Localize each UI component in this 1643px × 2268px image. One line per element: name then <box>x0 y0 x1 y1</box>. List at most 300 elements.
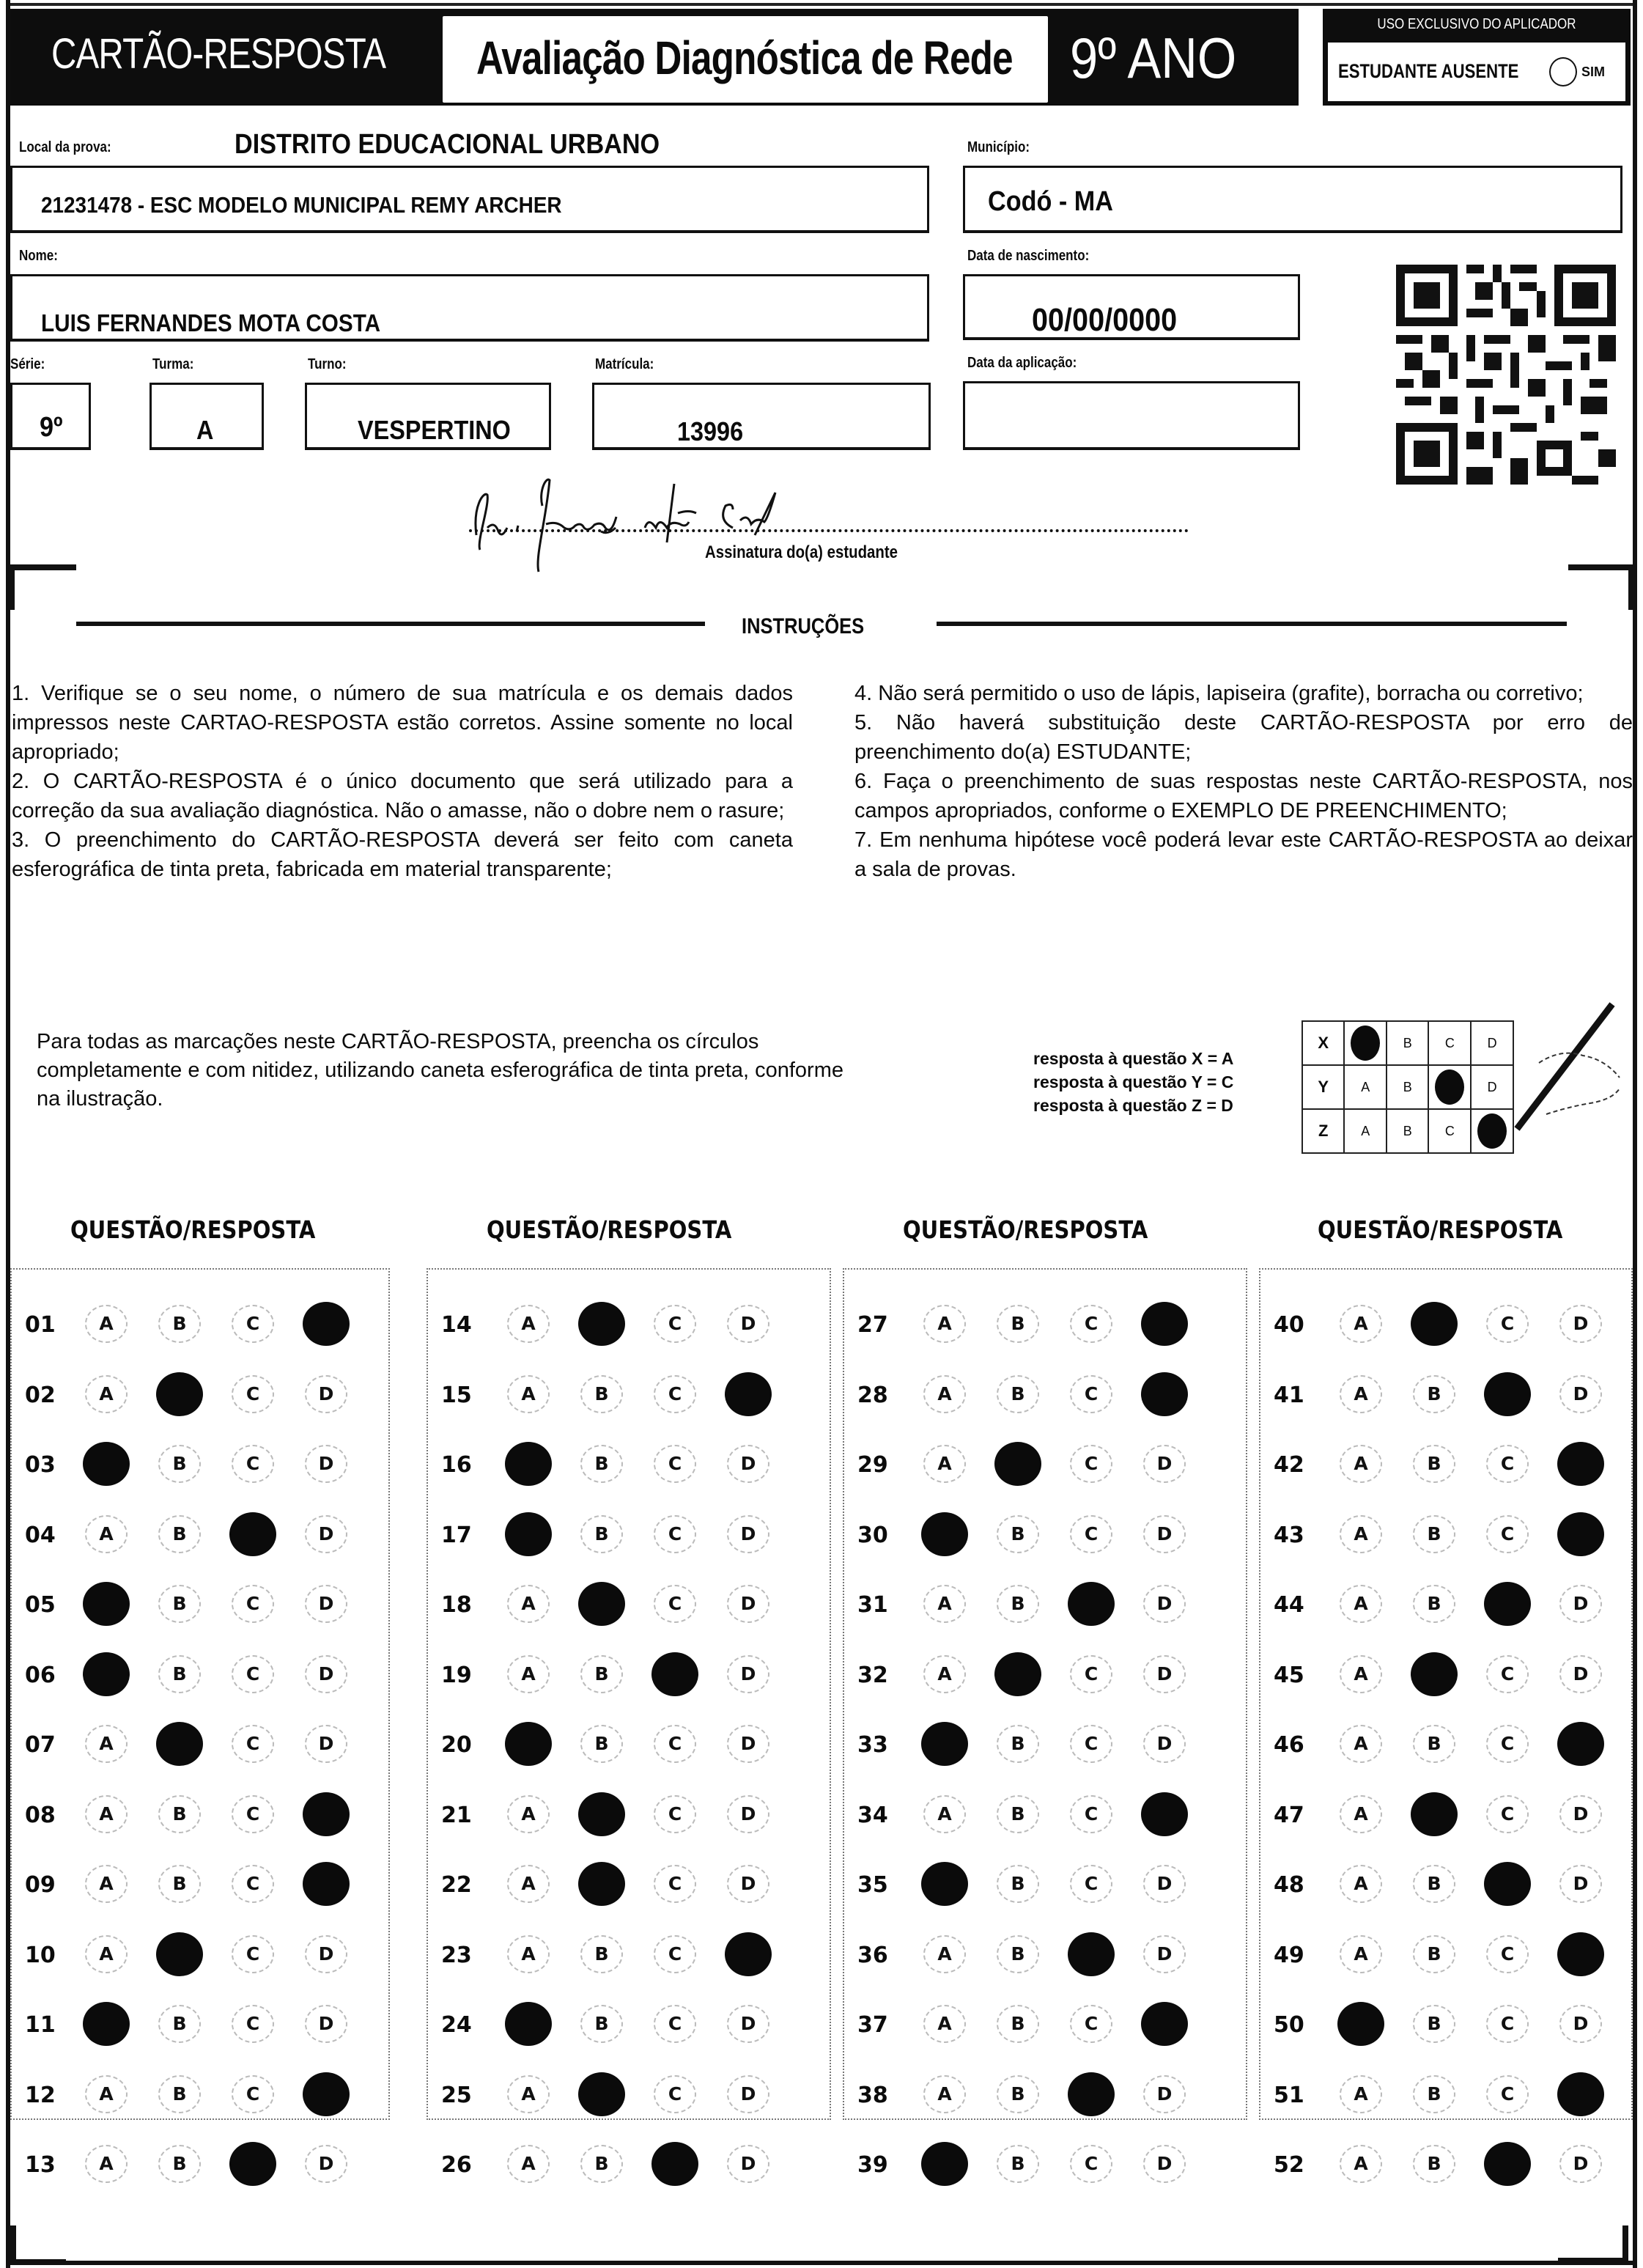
question-number: 13 <box>25 2152 56 2178</box>
answer-bubble[interactable]: C <box>654 1795 696 1833</box>
question-row-01 <box>12 1302 388 1346</box>
answer-bubble-filled[interactable] <box>156 1932 203 1976</box>
answer-bubble[interactable]: A <box>507 1865 550 1903</box>
question-row-51 <box>1260 2072 1631 2116</box>
example-row-label: Y <box>1302 1065 1344 1109</box>
question-row-43 <box>1260 1512 1631 1556</box>
answer-bubble[interactable]: B <box>1413 1585 1455 1623</box>
question-row-29 <box>844 1442 1246 1486</box>
corner-bracket-tr <box>1568 564 1633 570</box>
answer-bubble[interactable]: D <box>1143 1935 1186 1973</box>
qr-code <box>1396 260 1616 489</box>
answer-bubble-filled[interactable] <box>1068 1932 1115 1976</box>
answer-bubble[interactable]: D <box>1143 1725 1186 1763</box>
answer-bubble[interactable]: A <box>85 2075 128 2113</box>
instruction-1: 1. Verifique se o seu nome, o número de sua matrícula e os demais dados impressos neste CARTAO-RESPOSTA estão corretos. Assine somente no local apropriado; <box>12 682 793 764</box>
answer-column-4 <box>1259 1268 1633 2178</box>
question-number: 01 <box>25 1312 56 1338</box>
answer-bubble[interactable]: D <box>1143 1445 1186 1483</box>
instruction-4: 4. Não será permitido o uso de lápis, lapiseira (grafite), borracha ou corretivo; <box>854 682 1584 705</box>
answer-bubble[interactable]: C <box>1070 1445 1112 1483</box>
answer-bubble[interactable]: B <box>158 2075 201 2113</box>
column-header: QUESTÃO/RESPOSTA <box>1318 1215 1563 1244</box>
answer-bubble[interactable]: D <box>305 2145 347 2183</box>
question-row-40 <box>1260 1302 1631 1346</box>
answer-bubble[interactable]: C <box>1486 1935 1529 1973</box>
answer-bubble[interactable]: D <box>1143 2145 1186 2183</box>
answer-bubble[interactable]: C <box>654 1445 696 1483</box>
answer-bubble[interactable]: D <box>305 1515 347 1553</box>
answer-bubble-filled[interactable] <box>651 1652 698 1696</box>
answer-bubble[interactable]: C <box>232 2075 274 2113</box>
answer-bubble[interactable]: C <box>654 1585 696 1623</box>
answer-bubble[interactable]: A <box>1340 1865 1382 1903</box>
answer-bubble[interactable]: B <box>580 1725 623 1763</box>
answer-bubble-filled[interactable] <box>505 2002 552 2046</box>
answer-bubble[interactable]: B <box>997 1935 1039 1973</box>
answer-bubble[interactable]: C <box>654 1515 696 1553</box>
question-number: 19 <box>441 1662 472 1688</box>
answer-bubble[interactable]: B <box>997 1725 1039 1763</box>
question-number: 28 <box>857 1382 888 1408</box>
answer-bubble[interactable]: C <box>1070 1515 1112 1553</box>
instruction-6: 6. Faça o preenchimento de suas respostas neste CARTÃO-RESPOSTA, nos campos apropriados, conforme o EXEMPLO DE PREENCHIMENTO; <box>854 770 1633 822</box>
question-row-47 <box>1260 1792 1631 1836</box>
answer-bubble[interactable]: D <box>1143 1655 1186 1693</box>
answer-bubble-filled[interactable] <box>83 1582 130 1626</box>
question-row-45 <box>1260 1652 1631 1696</box>
question-number: 38 <box>857 2082 888 2108</box>
answer-bubble[interactable]: A <box>507 1655 550 1693</box>
answer-bubble[interactable]: D <box>727 1445 769 1483</box>
example-table <box>1302 1020 1514 1154</box>
local-title: DISTRITO EDUCACIONAL URBANO <box>235 129 660 160</box>
answer-bubble-filled[interactable] <box>229 2142 276 2186</box>
answer-bubble[interactable]: C <box>1486 2075 1529 2113</box>
answer-bubble-filled[interactable] <box>994 1442 1041 1486</box>
answer-bubble[interactable]: B <box>1413 1725 1455 1763</box>
question-row-15 <box>428 1372 830 1416</box>
answer-bubble[interactable]: A <box>507 1305 550 1343</box>
answer-bubble[interactable]: D <box>1559 1865 1602 1903</box>
answer-bubble[interactable]: A <box>1340 1585 1382 1623</box>
answer-bubble[interactable]: A <box>507 2145 550 2183</box>
answer-bubble[interactable]: C <box>654 1305 696 1343</box>
answer-bubble[interactable]: B <box>1413 1865 1455 1903</box>
answer-bubble[interactable]: A <box>923 1935 966 1973</box>
answer-bubble-filled[interactable] <box>1068 2072 1115 2116</box>
answer-bubble[interactable]: D <box>1559 1795 1602 1833</box>
question-number: 33 <box>857 1732 888 1758</box>
answer-bubble[interactable]: C <box>654 2075 696 2113</box>
question-number: 36 <box>857 1942 888 1968</box>
answer-bubble[interactable]: A <box>85 2145 128 2183</box>
question-number: 26 <box>441 2152 472 2178</box>
answer-bubble-filled[interactable] <box>1411 1652 1458 1696</box>
answer-bubble[interactable]: B <box>997 2005 1039 2043</box>
question-number: 09 <box>25 1872 56 1898</box>
municipio-label: Município: <box>967 139 1030 155</box>
answer-bubble-filled[interactable] <box>83 1442 130 1486</box>
question-row-08 <box>12 1792 388 1836</box>
applicator-box-title: USO EXCLUSIVO DO APLICADOR <box>1377 16 1576 32</box>
question-row-23 <box>428 1932 830 1976</box>
answer-bubble[interactable]: A <box>923 2005 966 2043</box>
answer-bubble[interactable]: D <box>727 1655 769 1693</box>
answer-bubble-filled[interactable] <box>303 2072 350 2116</box>
answer-bubble-filled[interactable] <box>505 1442 552 1486</box>
answer-bubble[interactable]: D <box>1143 2075 1186 2113</box>
answer-bubble[interactable]: A <box>1340 1795 1382 1833</box>
answer-bubble[interactable]: C <box>232 1795 274 1833</box>
answer-bubble-filled[interactable] <box>1141 1792 1188 1836</box>
answer-bubble[interactable]: B <box>997 1865 1039 1903</box>
question-row-31 <box>844 1582 1246 1626</box>
answer-bubble[interactable]: D <box>1143 1865 1186 1903</box>
answer-bubble[interactable]: A <box>1340 1375 1382 1413</box>
answer-bubble[interactable]: B <box>580 1375 623 1413</box>
answer-bubble[interactable]: B <box>1413 2005 1455 2043</box>
answer-bubble[interactable]: B <box>1413 1515 1455 1553</box>
corner-bracket-bl <box>10 2259 66 2264</box>
answer-bubble[interactable]: B <box>158 1445 201 1483</box>
answer-bubble[interactable]: B <box>158 1795 201 1833</box>
answer-bubble[interactable]: D <box>1559 2145 1602 2183</box>
answer-bubble[interactable]: D <box>1559 1585 1602 1623</box>
answer-bubble[interactable]: A <box>85 1305 128 1343</box>
answer-bubble[interactable]: D <box>1143 1585 1186 1623</box>
answer-bubble-filled[interactable] <box>578 1302 625 1346</box>
answer-bubble[interactable]: D <box>305 1585 347 1623</box>
answer-bubble[interactable]: D <box>1559 1655 1602 1693</box>
answer-bubble-filled[interactable] <box>921 2142 968 2186</box>
answer-bubble[interactable]: A <box>85 1935 128 1973</box>
answer-bubble[interactable]: B <box>158 2145 201 2183</box>
answer-bubble[interactable]: A <box>1340 1515 1382 1553</box>
question-number: 22 <box>441 1872 472 1898</box>
answer-bubble-filled[interactable] <box>156 1372 203 1416</box>
answer-bubble-filled[interactable] <box>725 1372 772 1416</box>
answer-bubble[interactable]: C <box>654 1725 696 1763</box>
answer-bubble[interactable]: D <box>727 1515 769 1553</box>
answer-bubble[interactable]: B <box>997 1375 1039 1413</box>
instruction-2: 2. O CARTÃO-RESPOSTA é o único documento que será utilizado para a correção da sua avaliação diagnóstica. Não o amasse, não o dobre nem o rasure; <box>12 770 793 822</box>
answer-bubble[interactable]: C <box>1070 1795 1112 1833</box>
question-number: 24 <box>441 2012 472 2038</box>
turno-value: VESPERTINO <box>358 415 511 445</box>
example-row-z <box>1302 1109 1513 1153</box>
answer-bubble[interactable]: C <box>1486 1795 1529 1833</box>
answer-bubble[interactable]: B <box>580 1515 623 1553</box>
answer-bubble[interactable]: C <box>232 2005 274 2043</box>
answer-bubble[interactable]: C <box>1070 1305 1112 1343</box>
question-row-42 <box>1260 1442 1631 1486</box>
answer-bubble[interactable]: A <box>923 1375 966 1413</box>
corner-bracket-bl-v <box>10 2225 16 2264</box>
answer-bubble-filled[interactable] <box>1411 1302 1458 1346</box>
answer-bubble[interactable]: A <box>1340 2145 1382 2183</box>
answer-bubble-filled[interactable] <box>1557 1442 1604 1486</box>
answer-bubble-filled[interactable] <box>578 1792 625 1836</box>
absent-bubble[interactable] <box>1549 57 1577 86</box>
answer-bubble[interactable]: A <box>1340 1305 1382 1343</box>
answer-bubble[interactable]: A <box>1340 2075 1382 2113</box>
answer-bubble[interactable]: C <box>654 2005 696 2043</box>
answer-bubble[interactable]: C <box>232 1655 274 1693</box>
answer-bubble-filled[interactable] <box>921 1722 968 1766</box>
question-row-30 <box>844 1512 1246 1556</box>
answer-bubble[interactable]: C <box>1486 1655 1529 1693</box>
question-number: 25 <box>441 2082 472 2108</box>
example-bubble: B <box>1387 1109 1428 1153</box>
answer-bubble[interactable]: D <box>1559 1375 1602 1413</box>
answer-bubble-filled[interactable] <box>1557 2072 1604 2116</box>
answer-bubble-filled[interactable] <box>921 1862 968 1906</box>
answer-bubble-filled[interactable] <box>83 2002 130 2046</box>
answer-bubble-filled[interactable] <box>921 1512 968 1556</box>
answer-bubble-filled[interactable] <box>1337 2002 1384 2046</box>
question-row-16 <box>428 1442 830 1486</box>
answer-bubble[interactable]: B <box>997 2075 1039 2113</box>
answer-bubble[interactable]: C <box>1070 1655 1112 1693</box>
answer-bubble[interactable]: C <box>1486 1725 1529 1763</box>
answer-bubble[interactable]: A <box>507 1935 550 1973</box>
answer-bubble[interactable]: C <box>1486 1515 1529 1553</box>
question-number: 15 <box>441 1382 472 1408</box>
grade-label: 9º ANO <box>1070 26 1237 90</box>
answer-bubble[interactable]: A <box>507 2075 550 2113</box>
answer-bubble-filled[interactable] <box>1141 1302 1188 1346</box>
answer-bubble[interactable]: B <box>997 1585 1039 1623</box>
answer-bubble[interactable]: A <box>85 1795 128 1833</box>
aplicacao-label: Data da aplicação: <box>967 355 1077 371</box>
question-row-09 <box>12 1862 388 1906</box>
question-number: 10 <box>25 1942 56 1968</box>
answer-bubble[interactable]: B <box>997 1305 1039 1343</box>
answer-bubble[interactable]: D <box>1559 1305 1602 1343</box>
question-number: 48 <box>1274 1872 1304 1898</box>
answer-bubble[interactable]: D <box>305 1375 347 1413</box>
exam-title: Avaliação Diagnóstica de Rede <box>476 32 1013 84</box>
answer-bubble[interactable]: D <box>727 2075 769 2113</box>
answer-bubble-filled[interactable] <box>994 1652 1041 1696</box>
answer-bubble[interactable]: A <box>923 1585 966 1623</box>
column-header: QUESTÃO/RESPOSTA <box>487 1215 732 1244</box>
municipio-value: Codó - MA <box>988 186 1113 217</box>
answer-bubble[interactable]: C <box>232 1305 274 1343</box>
answer-bubble-filled[interactable] <box>303 1862 350 1906</box>
answer-bubble-filled[interactable] <box>303 1302 350 1346</box>
question-row-11 <box>12 2002 388 2046</box>
answer-bubble[interactable]: C <box>232 1445 274 1483</box>
answer-bubble-filled[interactable] <box>83 1652 130 1696</box>
nome-value: LUIS FERNANDES MOTA COSTA <box>41 309 381 336</box>
answer-bubble-filled[interactable] <box>1484 1372 1531 1416</box>
matricula-label: Matrícula: <box>595 356 654 372</box>
answer-bubble[interactable]: D <box>727 1585 769 1623</box>
question-row-44 <box>1260 1582 1631 1626</box>
answer-bubble-filled[interactable] <box>156 1722 203 1766</box>
answer-column-3 <box>843 1268 1247 2178</box>
answer-bubble[interactable]: A <box>85 1375 128 1413</box>
answer-bubble[interactable]: D <box>727 1865 769 1903</box>
question-row-35 <box>844 1862 1246 1906</box>
answer-bubble[interactable]: C <box>232 1725 274 1763</box>
answer-bubble[interactable]: D <box>727 1305 769 1343</box>
answer-bubble[interactable]: D <box>305 1655 347 1693</box>
question-number: 18 <box>441 1592 472 1618</box>
answer-bubble[interactable]: B <box>158 1305 201 1343</box>
answer-bubble[interactable]: A <box>1340 1725 1382 1763</box>
answer-bubble[interactable]: B <box>580 1445 623 1483</box>
question-row-13 <box>12 2142 388 2186</box>
answer-bubble[interactable]: C <box>232 1935 274 1973</box>
answer-bubble-filled[interactable] <box>1557 1512 1604 1556</box>
question-number: 45 <box>1274 1662 1304 1688</box>
answer-bubble-filled[interactable] <box>1557 1932 1604 1976</box>
answer-bubble[interactable]: B <box>997 2145 1039 2183</box>
answer-bubble[interactable]: D <box>727 2005 769 2043</box>
answer-bubble[interactable]: C <box>654 1935 696 1973</box>
question-number: 05 <box>25 1592 56 1618</box>
question-number: 43 <box>1274 1522 1304 1548</box>
corner-bracket-tr-v <box>1628 564 1633 610</box>
answer-bubble[interactable]: A <box>1340 1935 1382 1973</box>
question-row-37 <box>844 2002 1246 2046</box>
answer-bubble-filled[interactable] <box>651 2142 698 2186</box>
answer-bubble[interactable]: C <box>1070 2005 1112 2043</box>
answer-bubble[interactable]: B <box>997 1515 1039 1553</box>
answer-bubble[interactable]: C <box>232 1865 274 1903</box>
answer-bubble[interactable]: C <box>654 1865 696 1903</box>
answer-bubble-filled[interactable] <box>229 1512 276 1556</box>
answer-bubble[interactable]: D <box>1559 2005 1602 2043</box>
answer-bubble[interactable]: D <box>727 1795 769 1833</box>
question-row-03 <box>12 1442 388 1486</box>
answer-bubble[interactable]: C <box>1070 1865 1112 1903</box>
answer-bubble-filled[interactable] <box>1068 1582 1115 1626</box>
answer-bubble[interactable]: B <box>158 1865 201 1903</box>
question-row-48 <box>1260 1862 1631 1906</box>
answer-bubble-filled[interactable] <box>1484 1862 1531 1906</box>
page-border-top <box>6 3 1637 6</box>
question-number: 17 <box>441 1522 472 1548</box>
answer-bubble[interactable]: B <box>158 2005 201 2043</box>
answer-bubble-filled[interactable] <box>725 1932 772 1976</box>
answer-bubble-filled[interactable] <box>1484 2142 1531 2186</box>
answer-bubble[interactable]: B <box>1413 1935 1455 1973</box>
answer-bubble[interactable]: A <box>1340 1655 1382 1693</box>
answer-bubble[interactable]: D <box>727 2145 769 2183</box>
turma-value: A <box>196 415 214 445</box>
answer-bubble[interactable]: A <box>923 1445 966 1483</box>
answer-bubble-filled[interactable] <box>1484 1582 1531 1626</box>
answer-bubble[interactable]: C <box>1486 1445 1529 1483</box>
question-number: 16 <box>441 1452 472 1478</box>
answer-bubble[interactable]: C <box>1486 2005 1529 2043</box>
question-row-34 <box>844 1792 1246 1836</box>
answer-bubble[interactable]: C <box>1486 1305 1529 1343</box>
answer-bubble[interactable]: A <box>85 1725 128 1763</box>
answer-bubble[interactable]: C <box>232 1375 274 1413</box>
answer-bubble-filled[interactable] <box>578 1582 625 1626</box>
question-row-41 <box>1260 1372 1631 1416</box>
answer-bubble[interactable]: B <box>997 1795 1039 1833</box>
turno-label: Turno: <box>308 356 347 372</box>
question-number: 23 <box>441 1942 472 1968</box>
answer-bubble[interactable]: B <box>158 1585 201 1623</box>
answer-bubble-filled[interactable] <box>303 1792 350 1836</box>
question-row-20 <box>428 1722 830 1766</box>
answer-bubble[interactable]: A <box>85 1515 128 1553</box>
question-row-24 <box>428 2002 830 2046</box>
answer-bubble[interactable]: D <box>305 1935 347 1973</box>
answer-bubble[interactable]: A <box>923 1655 966 1693</box>
answer-bubble[interactable]: A <box>1340 1445 1382 1483</box>
example-bubble: A <box>1344 1109 1387 1153</box>
answer-bubble[interactable]: B <box>1413 1375 1455 1413</box>
answer-bubble[interactable]: A <box>507 1795 550 1833</box>
answer-bubble-filled[interactable] <box>1141 2002 1188 2046</box>
answer-bubble[interactable]: C <box>1070 1725 1112 1763</box>
answer-bubble[interactable]: D <box>305 1445 347 1483</box>
answer-bubble[interactable]: B <box>580 1935 623 1973</box>
answer-bubble[interactable]: B <box>1413 2075 1455 2113</box>
answer-bubble-filled[interactable] <box>1557 1722 1604 1766</box>
answer-bubble[interactable]: B <box>1413 2145 1455 2183</box>
turma-label: Turma: <box>152 356 194 372</box>
answer-bubble[interactable]: D <box>305 1725 347 1763</box>
answer-bubble[interactable]: D <box>305 2005 347 2043</box>
question-row-07 <box>12 1722 388 1766</box>
answer-bubble[interactable]: B <box>158 1515 201 1553</box>
answer-bubble[interactable]: B <box>580 2005 623 2043</box>
question-row-05 <box>12 1582 388 1626</box>
answer-bubble-filled[interactable] <box>578 2072 625 2116</box>
answer-bubble[interactable]: C <box>654 1375 696 1413</box>
question-number: 41 <box>1274 1382 1304 1408</box>
question-row-10 <box>12 1932 388 1976</box>
absent-option-label: SIM <box>1581 65 1606 79</box>
answer-bubble-filled[interactable] <box>505 1722 552 1766</box>
nascimento-label: Data de nascimento: <box>967 248 1090 264</box>
answer-bubble[interactable]: B <box>580 2145 623 2183</box>
answer-bubble-filled[interactable] <box>1411 1792 1458 1836</box>
answer-bubble[interactable]: C <box>1070 1375 1112 1413</box>
answer-bubble-filled[interactable] <box>505 1512 552 1556</box>
answer-bubble[interactable]: A <box>507 1375 550 1413</box>
answer-bubble-filled[interactable] <box>1141 1372 1188 1416</box>
answer-bubble[interactable]: A <box>923 2075 966 2113</box>
answer-bubble[interactable]: B <box>158 1655 201 1693</box>
answer-bubble[interactable]: B <box>1413 1445 1455 1483</box>
question-number: 52 <box>1274 2152 1304 2178</box>
column-header: QUESTÃO/RESPOSTA <box>903 1215 1148 1244</box>
answer-bubble-filled[interactable] <box>578 1862 625 1906</box>
example-bubble: D <box>1471 1021 1513 1065</box>
answer-bubble[interactable]: A <box>507 1585 550 1623</box>
answer-bubble[interactable]: C <box>1070 2145 1112 2183</box>
question-row-46 <box>1260 1722 1631 1766</box>
answer-bubble[interactable]: D <box>1143 1515 1186 1553</box>
question-number: 11 <box>25 2012 56 2038</box>
answer-bubble[interactable]: A <box>923 1305 966 1343</box>
answer-bubble[interactable]: C <box>232 1585 274 1623</box>
answer-bubble[interactable]: A <box>85 1865 128 1903</box>
answer-bubble[interactable]: D <box>727 1725 769 1763</box>
answer-bubble[interactable]: A <box>923 1795 966 1833</box>
answer-bubble[interactable]: B <box>580 1655 623 1693</box>
